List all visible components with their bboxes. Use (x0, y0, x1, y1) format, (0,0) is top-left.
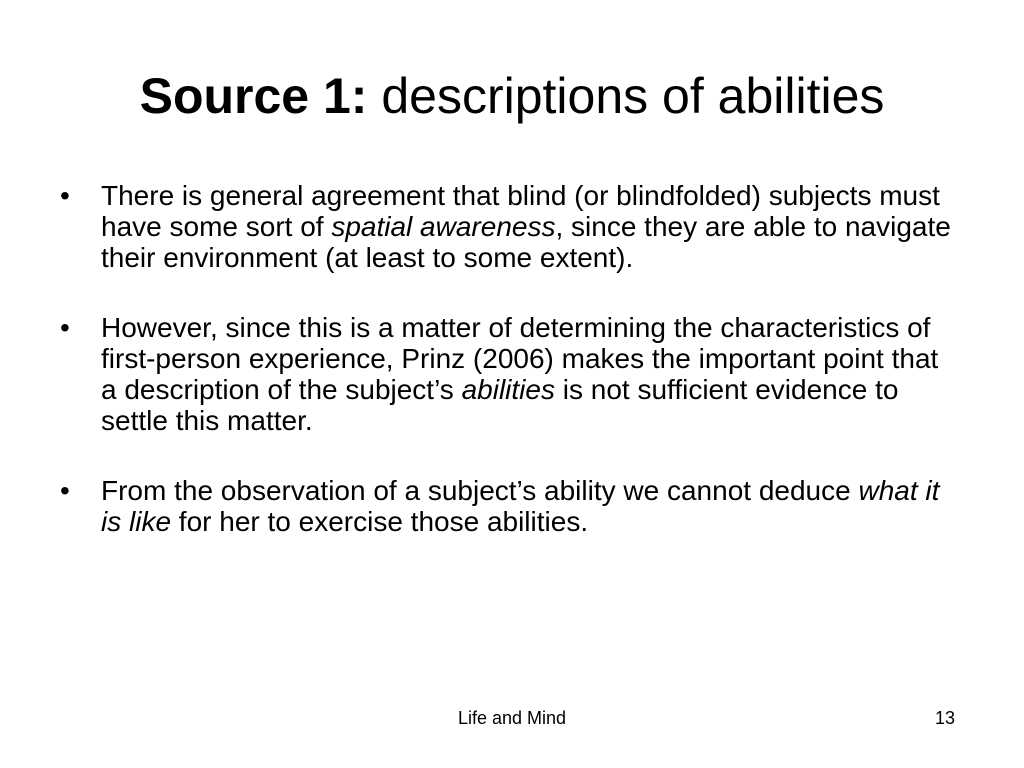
bullet-item-2 (58, 312, 958, 436)
bullet-list (58, 180, 958, 576)
bullet-1-text-b: , since they are able to navigate their environment (at least to some extent). (101, 211, 951, 273)
bullet-dot: • (60, 312, 70, 343)
title-normal-part: descriptions of abilities (381, 68, 885, 124)
page-number: 13 (935, 708, 956, 728)
bullet-item-1 (58, 180, 958, 273)
slide-title (0, 66, 1024, 126)
bullet-text (101, 475, 939, 537)
bullet-dot: • (60, 180, 70, 211)
bullet-text (101, 180, 951, 273)
bullet-item-3 (58, 475, 958, 537)
bullet-3-text-a: From the observation of a subject’s ability we cannot deduce (101, 475, 859, 506)
bullet-2-text-a: However, since this is a matter of determining the characteristics of first-person experience, Prinz (2006) makes the important point that a description of the subject’s (101, 312, 939, 405)
bullet-text (101, 312, 938, 436)
bullet-3-text-b: for her to exercise those abilities. (171, 506, 589, 537)
footer-title: Life and Mind (457, 708, 567, 728)
bullet-2-emphasis: abilities (461, 374, 555, 405)
bullet-3-emphasis: what it is like (101, 475, 940, 537)
bullet-2-text-b: is not sufficient evidence to settle this matter. (101, 374, 899, 436)
title-bold-part: Source 1: (139, 68, 368, 124)
bullet-1-emphasis: spatial awareness (331, 211, 556, 242)
bullet-1-text-a: There is general agreement that blind (or blindfolded) subjects must have some sort of (101, 180, 940, 242)
bullet-dot: • (60, 475, 70, 506)
